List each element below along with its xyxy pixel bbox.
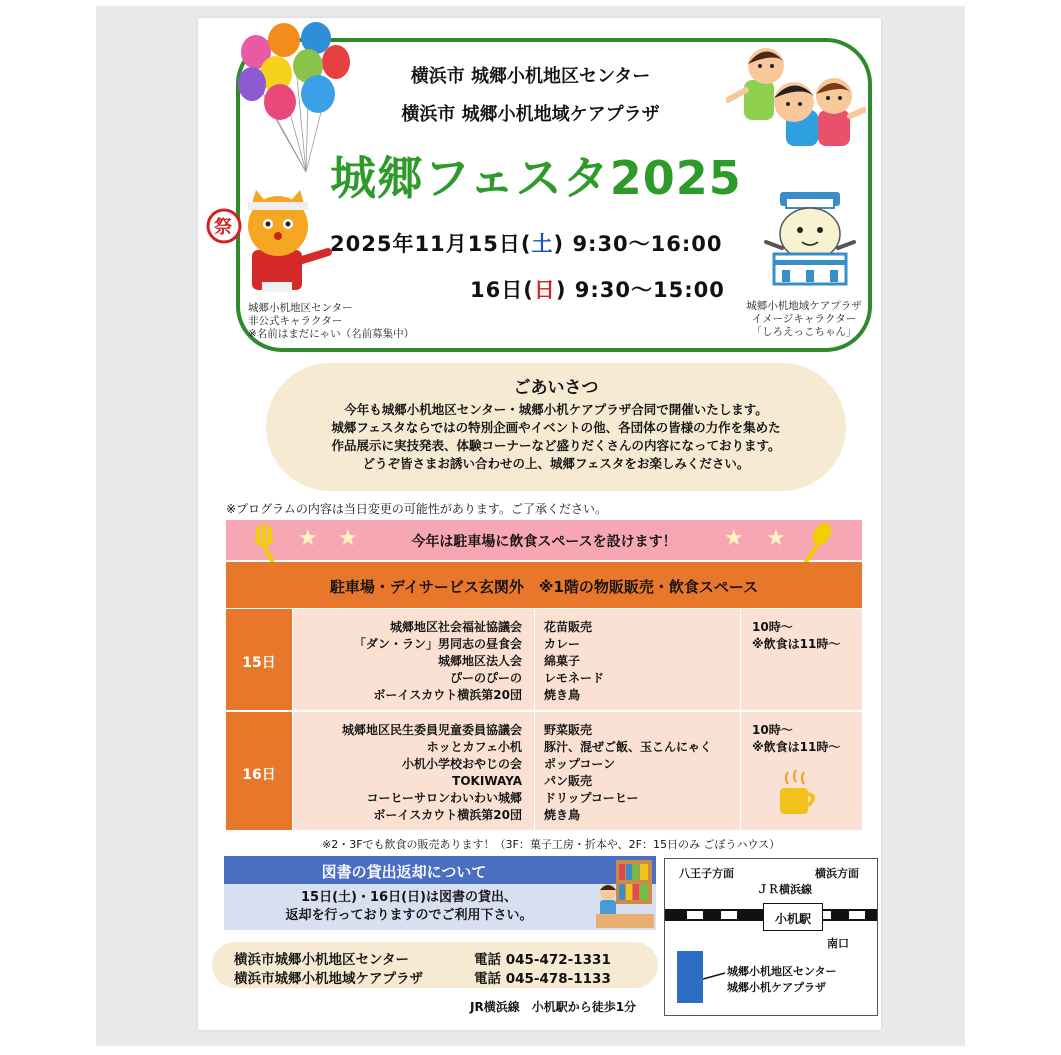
vendor-items: 花苗販売 カレー 綿菓子 レモネード 焼き鳥 bbox=[544, 620, 605, 702]
day-label: 16日 bbox=[242, 767, 276, 783]
vendor-items: 野菜販売 豚汁、混ぜご飯、玉こんにゃく ポップコーン パン販売 ドリップコーヒー 焼き鳥 bbox=[544, 723, 712, 822]
vendor-times: 10時〜 ※飲食は11時〜 bbox=[752, 723, 841, 754]
date-line-day2: 16日(日) 9:30〜15:00 bbox=[470, 278, 725, 302]
library-body bbox=[224, 884, 656, 930]
library-counter-illustration bbox=[596, 856, 654, 928]
dow-sun: 日 bbox=[533, 278, 556, 302]
organizer-line-1: 横浜市 城郷小机地区センター bbox=[410, 66, 651, 87]
library-heading-text: 図書の貸出返却について bbox=[321, 863, 487, 881]
day-label: 15日 bbox=[242, 655, 276, 671]
facility-building bbox=[677, 951, 703, 1003]
contact-name: 横浜市城郷小机地域ケアプラザ bbox=[234, 971, 423, 987]
access-info: JR横浜線 小机駅から徒歩1分 bbox=[470, 1000, 637, 1014]
access-map bbox=[664, 858, 878, 1016]
vendor-groups: 城郷地区民生委員児童委員協議会 ホッとカフェ小机 小机小学校おやじの会 TOKIWAYA コーヒーサロンわいわい城郷 ボーイスカウト横浜第20団 bbox=[341, 723, 522, 822]
food-space-header bbox=[226, 562, 862, 608]
program-change-notice: ※プログラムの内容は当日変更の可能性があります。ご了承ください。 bbox=[226, 502, 607, 516]
star-icon: ★ bbox=[298, 526, 318, 551]
star-icon: ★ bbox=[724, 526, 744, 551]
vendor-groups: 城郷地区社会福祉協議会 「ダン・ラン」男同志の昼食会 城郷地区法人会 ぴーのぴーの ボーイスカウト横浜第20団 bbox=[353, 620, 522, 702]
contact-phone: 電話 045-478-1133 bbox=[474, 971, 611, 987]
map-label-jr-line: ＪＲ横浜線 bbox=[757, 883, 812, 896]
library-heading bbox=[224, 856, 656, 884]
cat-caption: 城郷小机地区センター 非公式キャラクター ※名前はまだにゃい（名前募集中） bbox=[248, 302, 415, 340]
day-cell bbox=[226, 609, 292, 710]
library-body-text: 15日(土)・16日(日)は図書の貸出、 返却を行っておりますのでご利用下さい。 bbox=[285, 890, 533, 923]
greeting-title: ごあいさつ bbox=[513, 378, 599, 398]
contact-name: 横浜市城郷小机地区センター bbox=[234, 952, 409, 968]
dow-sat: 土 bbox=[531, 232, 554, 256]
greeting-body: 今年も城郷小机地区センター・城郷小机ケアプラザ合同で開催いたします。 城郷フェスタならではの特別企画やイベントの他、各団体の皆様の力作を集めた 作品展示に実技発表、体験コーナーなど盛りだくさんの内容になっております。 どうぞ皆さまお誘い合わせの上、城郷フェスタをお楽しみください。 bbox=[331, 402, 781, 471]
food-space-banner bbox=[226, 520, 862, 560]
star-icon: ★ bbox=[338, 526, 358, 551]
map-label-yokohama: 横浜方面 bbox=[815, 867, 859, 880]
organizer-line-2: 横浜市 城郷小机地域ケアプラザ bbox=[401, 104, 660, 125]
contact-box bbox=[212, 942, 658, 988]
cat-mascot-illustration bbox=[206, 190, 336, 300]
station-box bbox=[763, 903, 823, 931]
greeting-box bbox=[266, 363, 846, 491]
contact-phone: 電話 045-472-1331 bbox=[474, 952, 611, 968]
shiroekko-mascot-illustration bbox=[760, 188, 860, 294]
food-space-header-text: 駐車場・デイサービス玄関外 ※1階の物販販売・飲食スペース bbox=[329, 578, 759, 596]
date-line-day1: 2025年11月15日(土) 9:30〜16:00 bbox=[330, 232, 723, 256]
map-label-station: 小机駅 bbox=[774, 912, 811, 926]
schedule-row-15 bbox=[226, 609, 862, 710]
star-icon: ★ bbox=[766, 526, 786, 551]
map-label-south-exit: 南口 bbox=[827, 937, 849, 950]
facility-pointer-line bbox=[703, 971, 727, 981]
map-label-facility1: 城郷小机地区センター bbox=[727, 965, 837, 978]
food-space-banner-text: 今年は駐車場に飲食スペースを設けます！ bbox=[411, 534, 677, 550]
coffee-cup-icon bbox=[774, 768, 822, 820]
floor-sales-note: ※2・3Fでも飲食の販売あります！（3F：菓子工房・折本や、2F：15日のみ ごぼうハウス） bbox=[322, 838, 781, 851]
map-label-hachioji: 八王子方面 bbox=[679, 867, 734, 880]
vendor-times: 10時〜 ※飲食は11時〜 bbox=[752, 620, 841, 651]
svg-text:祭: 祭 bbox=[214, 217, 232, 238]
schedule-row-16 bbox=[226, 712, 862, 830]
event-title: 城郷フェスタ2025 bbox=[330, 151, 742, 205]
day-cell bbox=[226, 712, 292, 830]
children-illustration bbox=[726, 40, 866, 152]
shiroekko-caption: 城郷小机地域ケアプラザ イメージキャラクター 「しろえっこちゃん」 bbox=[746, 300, 862, 338]
map-label-facility2: 城郷小机ケアプラザ bbox=[727, 981, 826, 994]
